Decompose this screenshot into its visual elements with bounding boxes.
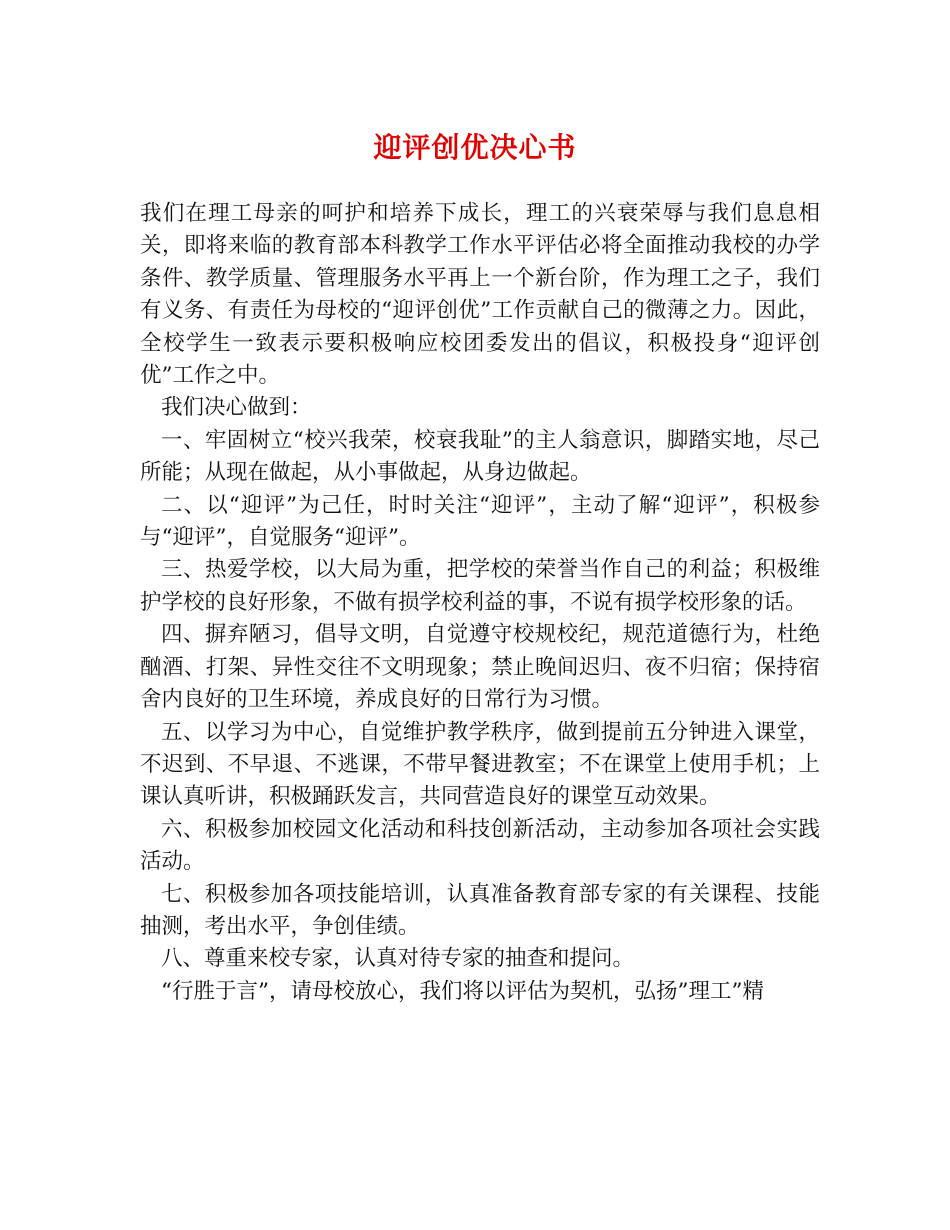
document-title: 迎评创优决心书: [373, 131, 577, 164]
paragraph-item-1: 一、牢固树立“校兴我荣，校衰我耻”的主人翁意识，脚踏实地，尽己所能；从现在做起，从小事做起，从身边做起。: [140, 427, 820, 486]
document-body: [140, 198, 820, 1008]
paragraph-item-2: 二、以“迎评”为己任，时时关注“迎评”，主动了解“迎评”，积极参与“迎评”，自觉服务“迎评”。: [140, 492, 820, 551]
paragraph-item-4: 四、摒弃陋习，倡导文明，自觉遵守校规校纪，规范道德行为，杜绝酗酒、打架、异性交往不文明现象；禁止晚间迟归、夜不归宿；保持宿舍内良好的卫生环境，养成良好的日常行为习惯。: [140, 622, 820, 713]
paragraph-item-3: 三、热爱学校，以大局为重，把学校的荣誉当作自己的利益；积极维护学校的良好形象，不做有损学校利益的事，不说有损学校形象的话。: [140, 557, 820, 615]
paragraph-item-5: 五、以学习为中心，自觉维护教学秩序，做到提前五分钟进入课堂，不迟到、不早退、不逃课，不带早餐进教室；不在课堂上使用手机；上课认真听讲，积极踊跃发言，共同营造良好的课堂互动效果。: [140, 719, 820, 810]
paragraph-item-7: 七、积极参加各项技能培训，认真准备教育部专家的有关课程、技能抽测，考出水平，争创佳绩。: [140, 881, 820, 939]
paragraph-resolve-lead: 我们决心做到：: [161, 395, 312, 421]
paragraph-closing: “行胜于言”，请母校放心，我们将以评估为契机，弘扬”理工”精: [161, 978, 764, 1004]
paragraph-item-8: 八、尊重来校专家，认真对待专家的抽查和提问。: [161, 946, 635, 972]
paragraph-item-6: 六、积极参加校园文化活动和科技创新活动，主动参加各项社会实践活动。: [140, 816, 820, 875]
paragraph-intro: 我们在理工母亲的呵护和培养下成长，理工的兴衰荣辱与我们息息相关，即将来临的教育部本科教学工作水平评估必将全面推动我校的办学条件、教学质量、管理服务水平再上一个新台阶，作为理工之子，我们有义务、有责任为母校的“迎评创优”工作贡献自己的微薄之力。因此，全校学生一致表示要积极响应校团委发出的倡议，积极投身“迎评创优”工作之中。: [140, 201, 820, 389]
